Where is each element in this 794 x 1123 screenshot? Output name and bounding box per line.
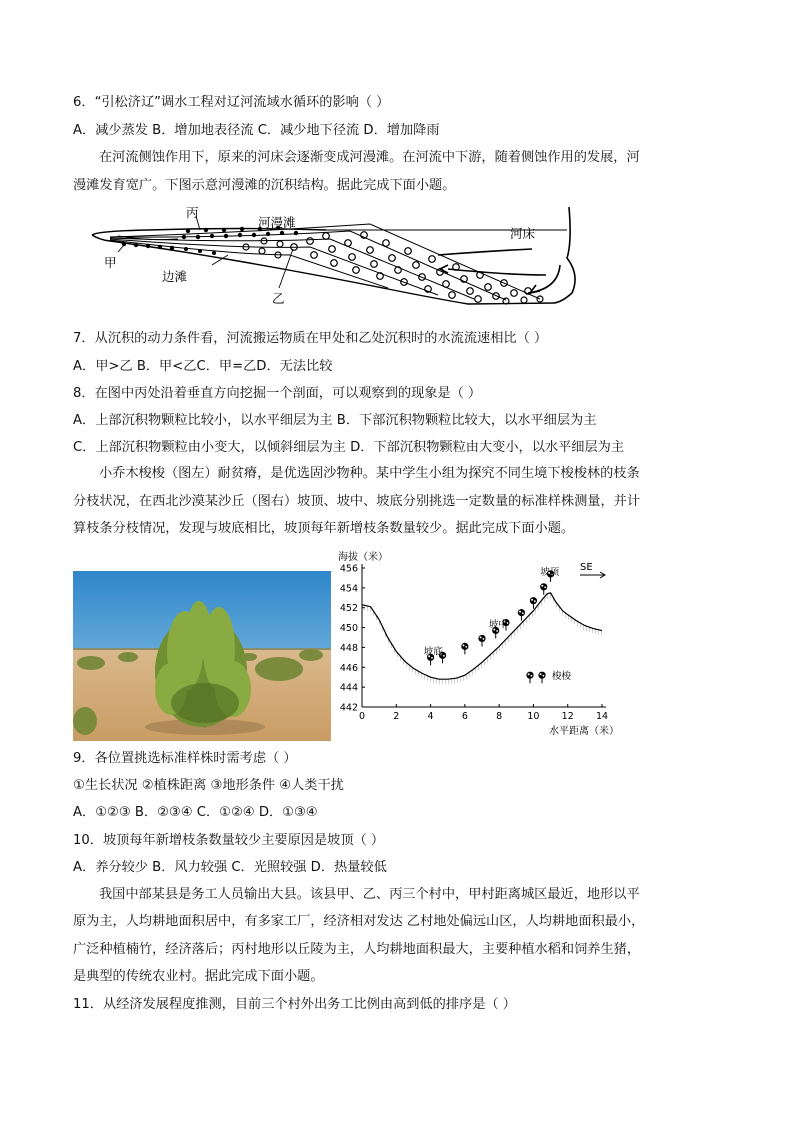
saxaul-tree-icon [461, 643, 468, 655]
floodplain-diagram [88, 203, 588, 311]
x-tick-label: 12 [561, 711, 574, 722]
x-tick-label: 10 [527, 711, 540, 722]
passage2-line2: 分枝状况，在西北沙漠某沙丘（图右）坡顶、坡中、坡底分别挑选一定数量的标准样株测量，并计 [73, 494, 641, 509]
x-tick-label: 14 [595, 711, 609, 722]
y-tick-label: 452 [339, 603, 358, 615]
slope-position-label: 坡底 [423, 646, 443, 658]
passage2-line1: 小乔木梭梭（图左）耐贫瘠，是优选固沙物种。某中学生小组为探究不同生境下梭梭林的枝条 [99, 466, 640, 481]
label-bing: 丙 [186, 205, 199, 220]
q10-options: A．养分较少 B．风力较强 C．光照较强 D．热量较低 [73, 860, 387, 875]
y-axis-label: 海拔（米） [338, 552, 388, 563]
x-tick-label: 4 [427, 711, 434, 722]
passage2-line3: 算枝条分枝情况，发现与坡底相比，坡顶每年新增枝条数量较少。据此完成下面小题。 [73, 521, 575, 536]
label-riverbed: 河床 [510, 226, 536, 241]
dune-profile-chart [334, 548, 624, 740]
label-yi: 乙 [272, 291, 285, 306]
y-tick-label: 442 [339, 702, 358, 714]
y-tick-label: 456 [339, 563, 358, 575]
y-tick-label: 450 [339, 623, 358, 635]
q11-stem: 11．从经济发展程度推测，目前三个村外出务工比例由高到低的排序是（ ） [73, 997, 516, 1012]
direction-label: SE [580, 562, 593, 573]
passage3-line3: 广泛种植楠竹，经济落后；丙村地形以丘陵为主，人均耕地面积最大，主要种植水稻和饲养生猪， [73, 942, 641, 957]
q7-options: A．甲>乙 B．甲<乙C．甲=乙D．无法比较 [73, 359, 333, 374]
label-floodplain: 河漫滩 [258, 215, 296, 230]
y-tick-label: 454 [339, 583, 358, 595]
y-tick-label: 446 [339, 662, 358, 674]
x-tick-label: 6 [461, 711, 468, 722]
passage1-line1: 在河流侧蚀作用下，原来的河床会逐渐变成河漫滩。在河流中下游，随着侧蚀作用的发展，河 [99, 150, 640, 165]
x-tick-label: 2 [393, 711, 400, 722]
label-jia: 甲 [104, 255, 117, 270]
q6-options: A．减少蒸发 B．增加地表径流 C．减少地下径流 D．增加降雨 [73, 123, 440, 138]
passage3-line2: 原为主，人均耕地面积居中，有多家工厂，经济相对发达 乙村地处偏远山区，人均耕地面积最小， [73, 914, 645, 929]
x-tick-label: 0 [358, 711, 366, 722]
y-tick-label: 444 [339, 682, 358, 694]
saxaul-tree-icon [540, 583, 547, 595]
q9-options: A．①②③ B．②③④ C．①②④ D．①③④ [73, 805, 318, 820]
slope-position-label: 坡中 [488, 619, 508, 631]
saxaul-tree-icon [478, 635, 485, 647]
legend-tree-icon [526, 672, 533, 684]
x-axis-label: 水平距离（米） [549, 726, 619, 737]
q8-option-cd: C．上部沉积物颗粒由小变大，以倾斜细层为主 D．下部沉积物颗粒由大变小，以水平细层为主 [73, 440, 625, 455]
q6-stem: 6．“引松济辽”调水工程对辽河流域水循环的影响（ ） [73, 95, 390, 110]
passage3-line4: 是典型的传统农业村。据此完成下面小题。 [73, 969, 324, 984]
q8-option-ab: A．上部沉积物颗粒比较小，以水平细层为主 B．下部沉积物颗粒比较大，以水平细层为主 [73, 413, 597, 428]
legend-tree-icon [538, 672, 545, 684]
q8-stem: 8．在图中丙处沿着垂直方向挖掘一个剖面，可以观察到的现象是（ ） [73, 386, 482, 401]
saxaul-photo [73, 571, 331, 741]
passage3-line1: 我国中部某县是务工人员输出大县。该县甲、乙、丙三个村中，甲村距离城区最近，地形以平 [99, 887, 640, 902]
q9-stem: 9．各位置挑选标准样株时需考虑（ ） [73, 751, 297, 766]
slope-position-label: 坡顶 [540, 566, 560, 578]
q10-stem: 10．坡顶每年新增枝条数量较少主要原因是坡顶（ ） [73, 833, 385, 848]
y-tick-label: 448 [339, 642, 358, 654]
legend-label: 梭梭 [552, 671, 572, 683]
saxaul-tree-icon [518, 609, 525, 621]
q7-stem: 7．从沉积的动力条件看，河流搬运物质在甲处和乙处沉积时的水流流速相比（ ） [73, 331, 548, 346]
label-biantan: 边滩 [162, 269, 188, 284]
x-tick-label: 8 [496, 711, 503, 722]
q9-items: ①生长状况 ②植株距离 ③地形条件 ④人类干扰 [73, 778, 344, 793]
passage1-line2: 漫滩发育宽广。下图示意河漫滩的沉积结构。据此完成下面小题。 [73, 178, 456, 193]
